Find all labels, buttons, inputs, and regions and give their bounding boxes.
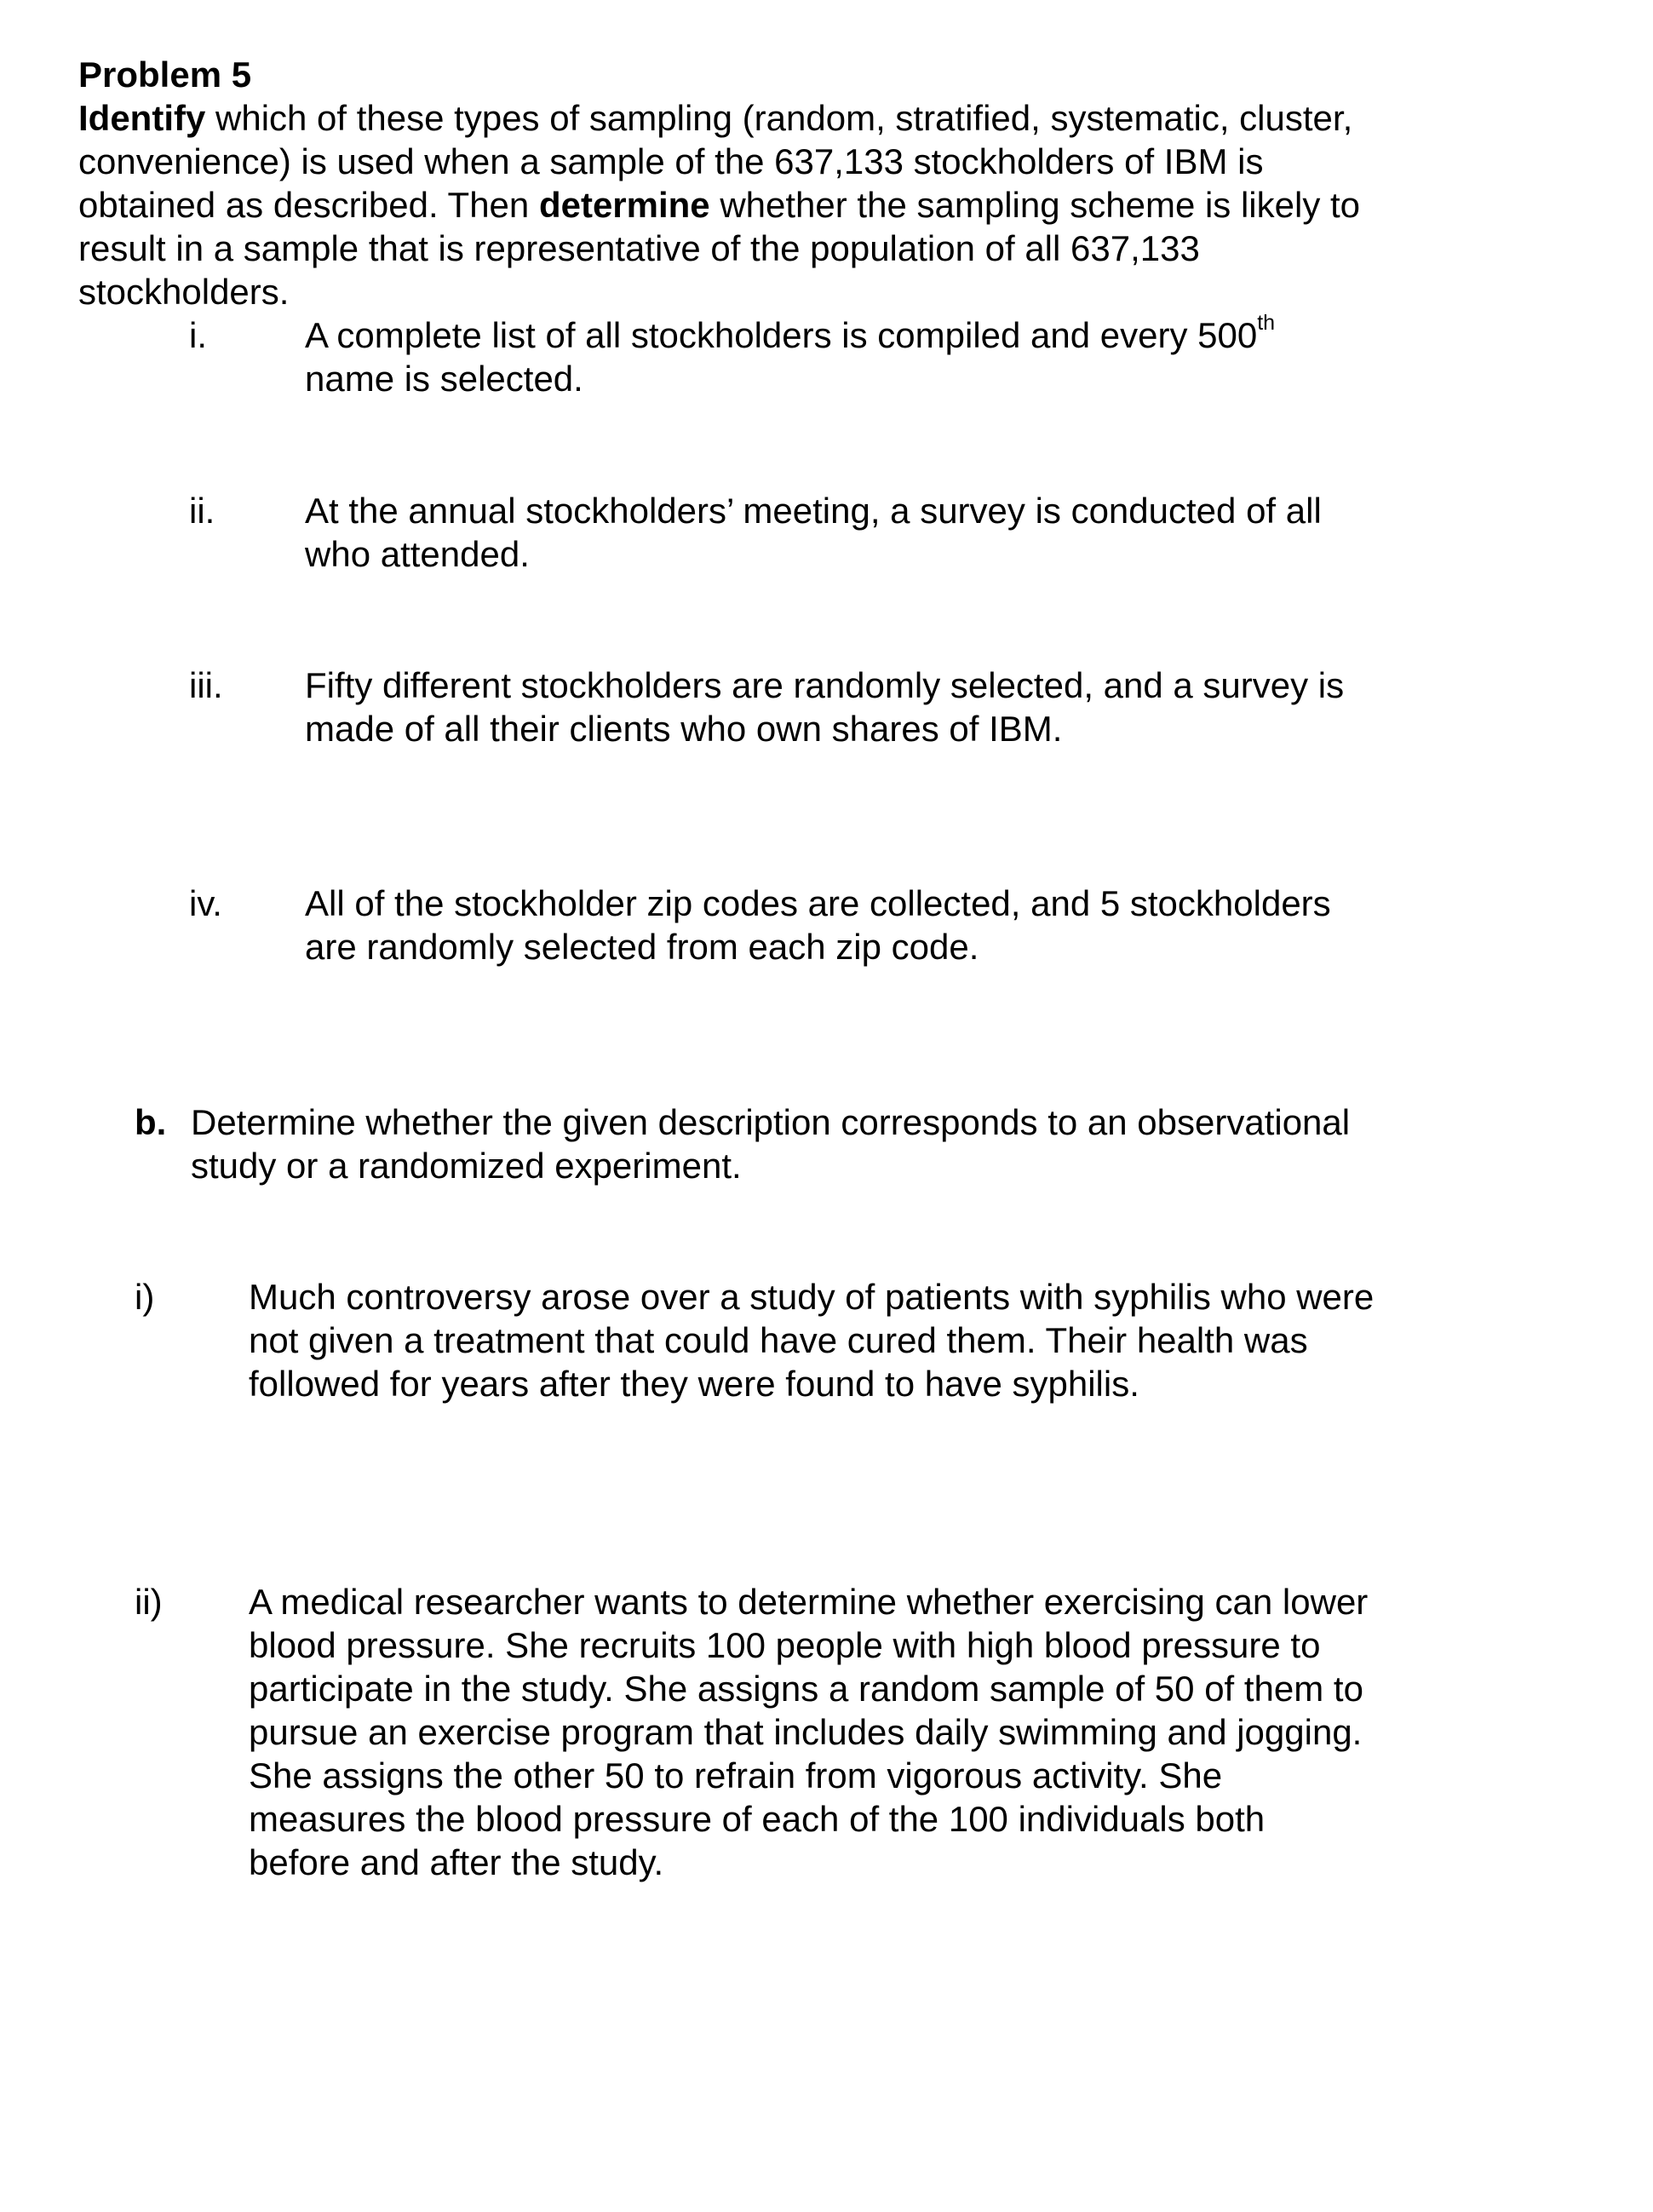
intro-line-2: convenience) is used when a sample of the 637,133 stockholders of IBM is: [78, 141, 1264, 181]
intro-line-1: [78, 96, 1360, 140]
part-b-ii-line-4: pursue an exercise program that includes daily swimming and jogging.: [249, 1712, 1363, 1752]
part-b-ii-line-5: She assigns the other 50 to refrain from vigorous activity. She: [249, 1755, 1223, 1795]
item-i-line-2: name is selected.: [305, 359, 583, 399]
item-iii-line-2: made of all their clients who own shares of IBM.: [305, 709, 1063, 749]
part-b-ii-line-6: measures the blood pressure of each of the 100 individuals both: [249, 1799, 1266, 1839]
intro-line-5: stockholders.: [78, 272, 290, 312]
determine-keyword: determine: [538, 185, 710, 225]
item-marker-iv: iv.: [189, 883, 222, 923]
intro-line-4: result in a sample that is representative of the population of all 637,133: [78, 228, 1200, 268]
item-ii-line-1: At the annual stockholders’ meeting, a survey is conducted of all: [305, 491, 1322, 531]
part-b-i-line-2: not given a treatment that could have cured them. Their health was: [249, 1320, 1308, 1360]
part-b-i-line-3: followed for years after they were found to have syphilis.: [249, 1364, 1139, 1404]
part-b-line-1: Determine whether the given description corresponds to an observational: [191, 1102, 1351, 1142]
list-item: [249, 1275, 1374, 1405]
part-b-item-marker-i: i): [135, 1277, 155, 1317]
item-marker-iii: iii.: [189, 665, 223, 705]
item-ii-line-2: who attended.: [305, 534, 530, 574]
item-i-line-1: [305, 313, 1275, 357]
item-iv-line-1: All of the stockholder zip codes are collected, and 5 stockholders: [305, 883, 1331, 923]
part-b-ii-line-1: A medical researcher wants to determine whether exercising can lower: [249, 1582, 1369, 1622]
part-b-marker: b.: [135, 1102, 167, 1142]
part-b-ii-line-3: participate in the study. She assigns a random sample of 50 of them to: [249, 1669, 1363, 1709]
item-marker-ii: ii.: [189, 491, 215, 531]
list-item: [305, 882, 1331, 968]
part-b-line-2: study or a randomized experiment.: [191, 1146, 742, 1186]
problem-intro: [78, 96, 1360, 313]
item-iv-line-2: are randomly selected from each zip code.: [305, 927, 979, 967]
item-i-line-1-text: A complete list of all stockholders is compiled and every 500: [305, 315, 1258, 355]
part-b-ii-line-2: blood pressure. She recruits 100 people with high blood pressure to: [249, 1625, 1321, 1665]
part-b-i-line-1: Much controversy arose over a study of patients with syphilis who were: [249, 1277, 1375, 1317]
part-b-item-marker-ii: ii): [135, 1582, 163, 1622]
identify-keyword: Identify: [78, 98, 206, 138]
part-b-ii-line-7: before and after the study.: [249, 1842, 664, 1882]
list-item: [305, 664, 1344, 750]
intro-line-1-text: which of these types of sampling (random, stratified, systematic, cluster,: [205, 98, 1353, 138]
part-b-instructions: [191, 1100, 1350, 1187]
intro-line-3-pre: obtained as described. Then: [78, 185, 539, 225]
intro-line-3-post: whether the sampling scheme is likely to: [709, 185, 1361, 225]
item-marker-i: i.: [189, 315, 207, 355]
list-item: [249, 1580, 1368, 1884]
intro-line-3: [78, 183, 1360, 227]
ordinal-suffix: th: [1257, 311, 1276, 335]
problem-title: Problem 5: [78, 55, 252, 95]
list-item: [305, 313, 1275, 400]
item-iii-line-1: Fifty different stockholders are randomly selected, and a survey is: [305, 665, 1345, 705]
list-item: [305, 489, 1322, 576]
